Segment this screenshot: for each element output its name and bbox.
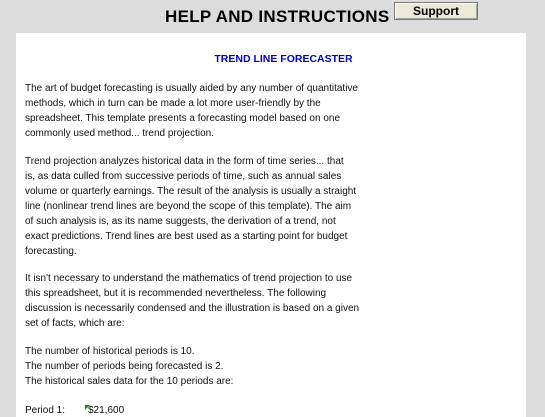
paragraph-intro: The art of budget forecasting is usually aided by any number of quantitative methods, which in turn can be made a lot more user-friendly by the spreadsheet. This template presents a forecasting model based on one commonly used method... trend projection. bbox=[25, 83, 358, 139]
paragraph-mathematics: It isn't necessary to understand the mathematics of trend projection to use this spreadsheet, but it is recommended nevertheless. The following discussion is necessarily condensed and the illustration is based on a given set of facts, which are: bbox=[25, 273, 360, 329]
help-content-panel bbox=[16, 33, 526, 417]
period-row bbox=[25, 403, 124, 417]
paragraph-trend-projection: Trend projection analyzes historical data in the form of time series... that is, as data culled from successive periods of time, such as annual sales volume or quarterly earnings. The result of the analysis is usually a straight line (nonlinear trend lines are beyond the scope of this template). The aim of such analysis is, as its name suggests, the derivation of a trend, not exact predictions. Trend lines are best used as a starting point for budget forecasting. bbox=[25, 156, 357, 257]
period-label: Period 1: bbox=[25, 405, 66, 416]
period-value-cell[interactable] bbox=[86, 405, 124, 416]
cell-comment-marker-icon bbox=[85, 405, 90, 410]
paragraph-facts: The number of historical periods is 10. The number of periods being forecasted is 2. The historical sales data for the 10 periods are: bbox=[25, 346, 234, 387]
period-value: $21,600 bbox=[88, 405, 125, 416]
document-title: TREND LINE FORECASTER bbox=[214, 53, 353, 65]
page-header-title: HELP AND INSTRUCTIONS bbox=[165, 7, 390, 26]
support-button[interactable]: Support bbox=[394, 2, 478, 20]
